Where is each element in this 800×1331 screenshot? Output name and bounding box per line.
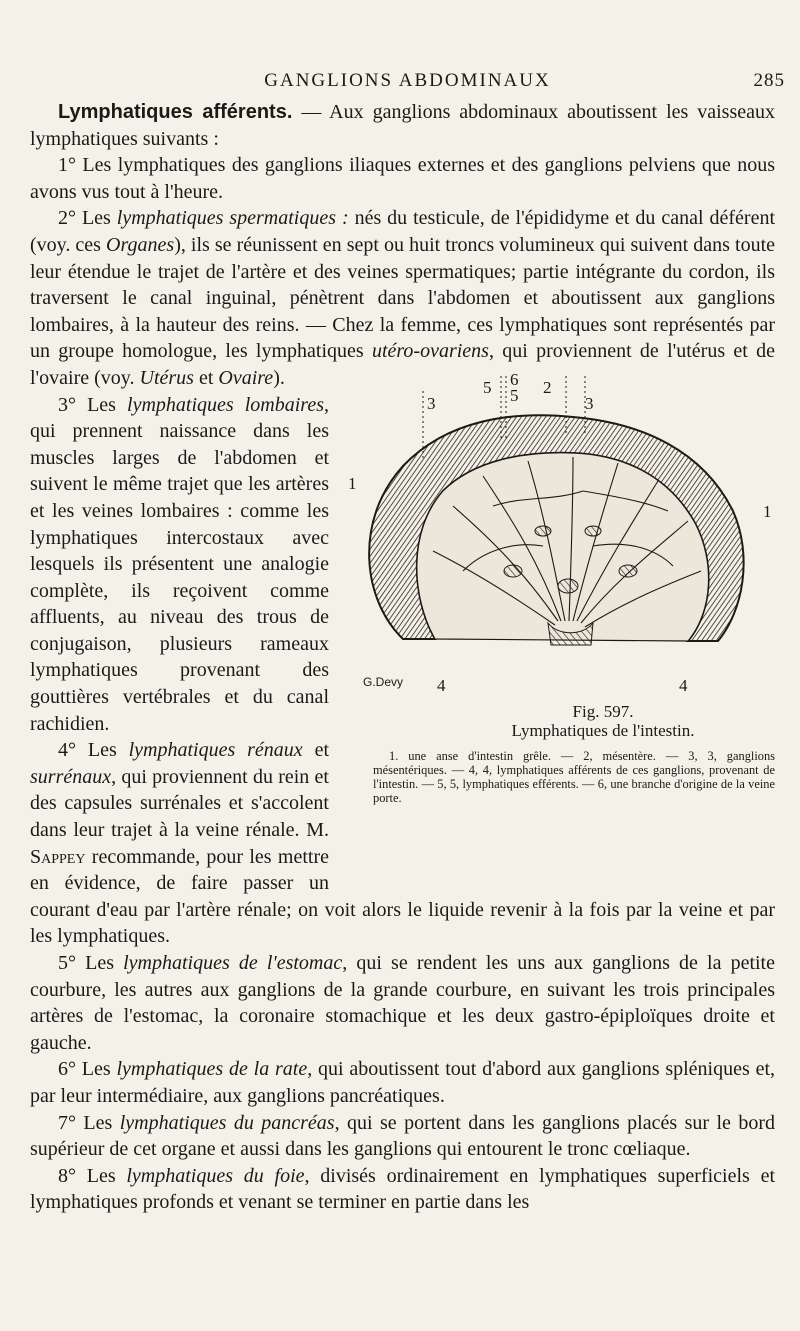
figure-caption: 1. une anse d'intestin grêle. — 2, mésentère. — 3, 3, ganglions mésentériques. — 4, 4, lymphatiques afférents de ces ganglions, provenant de l'intestin. — 5, 5, lymphatiques efférents. — 6, une branche d'origine de la veine porte. (373, 748, 775, 805)
paragraph-item-3: 3° Les lymphatiques lombaires, qui prennent naissance dans les muscles larges de l'abdomen et suivent le même trajet que les artères et les veines lombaires : comme les lymphatiques intercostaux avec lesquels ils présentent une analogie complète, ils reçoivent comme affluents, au niveau des trous de conjugaison, plusieurs rameaux lymphatiques provenant des gouttières vertébrales et du canal rachidien. (30, 393, 329, 735)
section-heading: Lymphatiques afférents. (58, 101, 293, 123)
running-title: GANGLIONS ABDOMINAUX (264, 70, 551, 91)
figure-label-1-right: 1 (763, 501, 772, 521)
figure-label-4-right: 4 (679, 675, 688, 695)
paragraph-item-4: 4° Les lymphatiques rénaux et surrénaux, qui proviennent du rein et des capsules surrénales et s'accolent dans leur trajet à la veine rénale. M. Sappey recommande, pour les mettre en évidence, de faire passer un courant d'eau par l'artère rénale; on voit alors le liquide revenir à la fois par la veine et par les lymphatiques. (30, 739, 775, 948)
paragraph-afferents: Lymphatiques afférents. — Aux ganglions abdominaux aboutissent les vaisseaux lymphatiques suivants : (30, 101, 775, 150)
page-number: 285 (753, 70, 785, 91)
figure-label-3-right: 3 (585, 393, 594, 413)
figure-number: Fig. 597. (572, 701, 634, 721)
paragraph-item-5: 5° Les lymphatiques de l'estomac, qui se rendent les uns aux ganglions de la petite courbure, les autres aux ganglions de la grande courbure, en suivant les trois principales artères de l'estomac, la coronaire stomachique et les deux gastro-épiploïques droite et gauche. (30, 952, 775, 1054)
paragraph-item-6: 6° Les lymphatiques de la rate, qui aboutissent tout d'abord aux ganglions spléniques et, par leur intermédiaire, aux ganglions pancréatiques. (30, 1058, 776, 1107)
figure-title: Lymphatiques de l'intestin. (511, 720, 695, 740)
paragraph-item-2: 2° Les lymphatiques spermatiques : nés du testicule, de l'épididyme et du canal déférent (voy. ces Organes), ils se réunissent en sept ou huit troncs volumineux qui suivent dans toute leur étendue le trajet de l'artère et des veines spermatiques; partie intégrante du cordon, ils traversent le canal inguinal, pénètrent dans l'abdomen et aboutissent aux ganglions lombaires, à la hauteur des reins. — Chez la femme, ces lymphatiques sont représentés par un groupe homologue, les lymphatiques 5 6 5 2 3 3 1 1 4 4 G.Devy Fig. 597. Lymphatiques de l'intestin. 1. une anse d'intestin grêle. — 2, mésentère. — 3, 3, ganglions mésentériques. — 4, 4, lymphatiques afférents de ces ganglions, provenant de l'intestin. — 5, 5, lymphatiques efférents. — 6, une branche d'origine de la veine porte. utéro-ovariens, qui proviennent de l'utérus et de l'ovaire (voy. Utérus et Ovaire). (30, 205, 775, 391)
figure-label-5-top: 5 (510, 385, 519, 405)
body-text (30, 99, 775, 1216)
intestine-lymphatics-illustration (343, 371, 775, 701)
figure-label-4-left: 4 (437, 675, 446, 695)
figure-label-3-left: 3 (427, 393, 436, 413)
illustrator-signature: G.Devy (363, 674, 404, 689)
running-head (30, 70, 785, 96)
figure-label-6: 6 (510, 370, 519, 389)
paragraph-item-8: 8° Les lymphatiques du foie, divisés ordinairement en lymphatiques superficiels et lymphatiques profonds et venant se terminer en partie dans les (30, 1164, 776, 1214)
paragraph-item-7: 7° Les lymphatiques du pancréas, qui se portent dans les ganglions placés sur le bord supérieur de cet organe et aussi dans les ganglions qui entourent le tronc cœliaque. (30, 1111, 775, 1161)
author-name: Sappey (30, 845, 86, 868)
paragraph-item-1: 1° Les lymphatiques des ganglions iliaques externes et des ganglions pelviens que nous avons vus tout à l'heure. (30, 154, 775, 203)
figure-label-5-left: 5 (483, 377, 492, 397)
figure-label-1-left: 1 (348, 473, 357, 493)
figure-label-2: 2 (543, 377, 552, 397)
figure-597 (343, 371, 775, 871)
